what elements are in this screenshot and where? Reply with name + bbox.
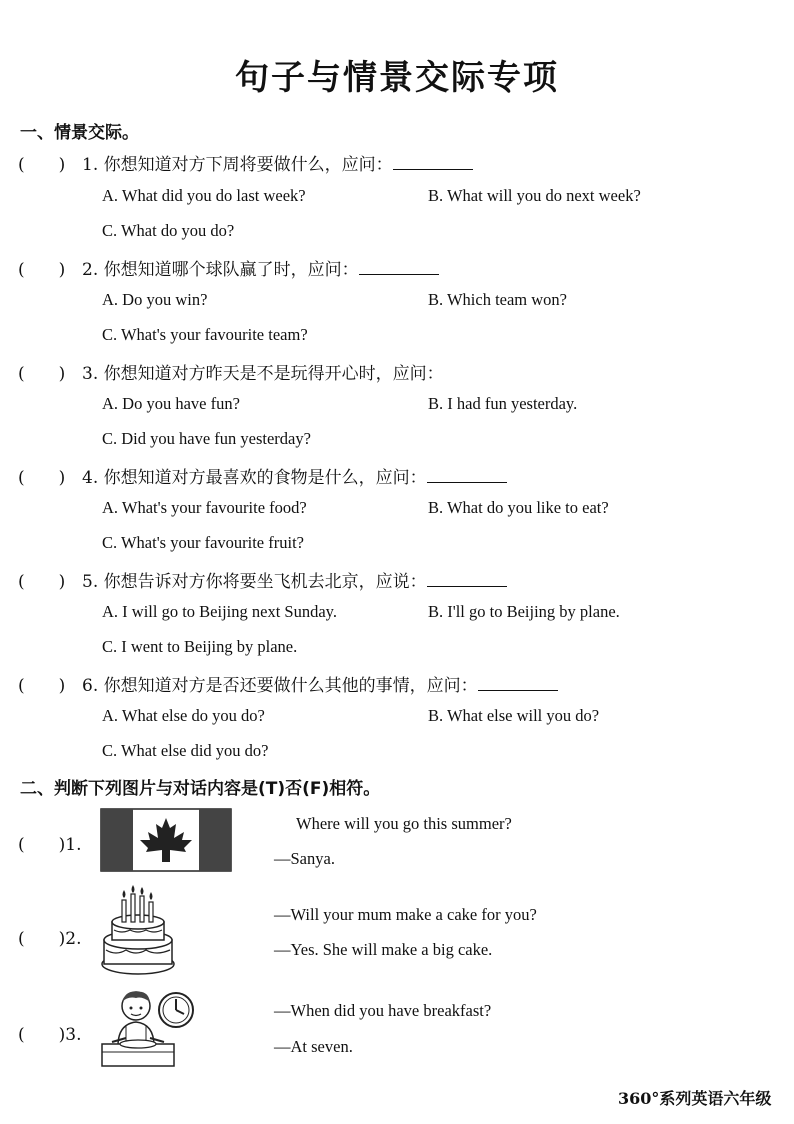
option-b[interactable]: B. What else will you do? (428, 706, 600, 725)
question-4 (18, 463, 507, 488)
option-b[interactable]: B. I had fun yesterday. (428, 394, 578, 413)
option-b[interactable]: B. Which team won? (428, 290, 567, 309)
answer-paren[interactable]: ( ) (18, 468, 66, 488)
question-2 (18, 255, 439, 280)
canada-flag-icon (100, 808, 232, 872)
answer-paren[interactable]: ( ) (18, 364, 66, 384)
answer-paren[interactable]: ( ) (18, 676, 66, 696)
answer-blank[interactable] (359, 260, 439, 275)
dialog-line: —Sanya. (274, 849, 335, 868)
dialog-line: —Will your mum make a cake for you? (274, 905, 537, 924)
question-3 (18, 359, 444, 384)
answer-blank[interactable] (478, 676, 558, 691)
option-c[interactable]: C. What's your favourite team? (102, 325, 308, 344)
option-b[interactable]: B. What will you do next week? (428, 186, 641, 205)
answer-paren[interactable]: ( ) (18, 572, 66, 592)
page-footer: 360°系列英语六年级 (618, 1089, 772, 1108)
option-a[interactable]: A. What did you do last week? (102, 186, 306, 205)
answer-blank[interactable] (427, 468, 507, 483)
answer-paren[interactable]: ( ) (18, 260, 66, 280)
option-a[interactable]: A. Do you have fun? (102, 394, 240, 413)
answer-blank[interactable] (393, 155, 473, 170)
dialog-line: —At seven. (274, 1037, 353, 1056)
page-title: 句子与情景交际专项 (235, 58, 559, 98)
option-b[interactable]: B. I'll go to Beijing by plane. (428, 602, 620, 621)
question-stem: 5. 你想告诉对方你将要坐飞机去北京，应说： (82, 572, 427, 592)
dialog-line: —When did you have breakfast? (274, 1001, 492, 1020)
question-stem: 4. 你想知道对方最喜欢的食物是什么，应问： (82, 468, 427, 488)
picture-item-3-label[interactable]: ( )3. (18, 1025, 82, 1045)
dialog-line: —Yes. She will make a big cake. (274, 940, 493, 959)
question-stem: 3. 你想知道对方昨天是不是玩得开心时，应问： (82, 364, 444, 384)
question-1 (18, 150, 473, 175)
option-a[interactable]: A. What's your favourite food? (102, 498, 307, 517)
option-a[interactable]: A. What else do you do? (102, 706, 265, 725)
question-6 (18, 671, 558, 696)
option-c[interactable]: C. What do you do? (102, 221, 235, 240)
picture-item-2-label[interactable]: ( )2. (18, 929, 82, 949)
option-a[interactable]: A. Do you win? (102, 290, 208, 309)
option-b[interactable]: B. What do you like to eat? (428, 498, 609, 517)
picture-item-1-label[interactable]: ( )1. (18, 835, 82, 855)
option-a[interactable]: A. I will go to Beijing next Sunday. (102, 602, 337, 621)
section-1-heading: 一、情景交际。 (20, 123, 139, 143)
option-c[interactable]: C. Did you have fun yesterday? (102, 429, 311, 448)
question-stem: 6. 你想知道对方是否还要做什么其他的事情，应问： (82, 676, 478, 696)
question-stem: 1. 你想知道对方下周将要做什么，应问： (82, 155, 393, 175)
question-stem: 2. 你想知道哪个球队赢了时，应问： (82, 260, 359, 280)
section-2-heading: 二、判断下列图片与对话内容是(T)否(F)相符。 (20, 779, 381, 799)
answer-paren[interactable]: ( ) (18, 155, 66, 175)
answer-blank[interactable] (427, 572, 507, 587)
option-c[interactable]: C. I went to Beijing by plane. (102, 637, 298, 656)
option-c[interactable]: C. What's your favourite fruit? (102, 533, 304, 552)
question-5 (18, 567, 507, 592)
birthday-cake-icon (98, 884, 178, 978)
dialog-line: Where will you go this summer? (296, 814, 512, 833)
boy-breakfast-clock-icon (100, 986, 198, 1068)
option-c[interactable]: C. What else did you do? (102, 741, 269, 760)
